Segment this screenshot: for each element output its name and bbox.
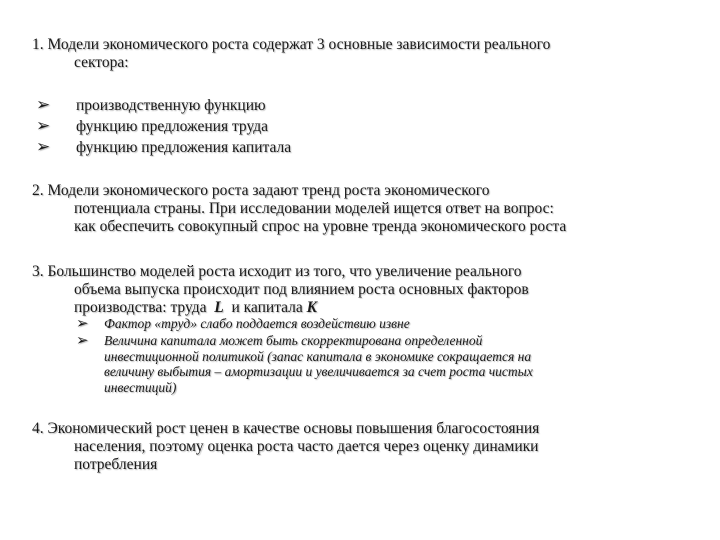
paragraph-text-line: потребления bbox=[74, 456, 158, 473]
arrowhead-bullet-icon: ➢ bbox=[36, 137, 51, 157]
paragraph-text-line: Экономический рост ценен в качестве основы повышения благосостояния bbox=[47, 420, 540, 437]
list-item-label-line: Величина капитала может быть скорректирована определенной bbox=[104, 333, 483, 348]
paragraph-4 bbox=[32, 420, 692, 474]
paragraph-text-line: как обеспечить совокупный спрос на уровне тренда экономического роста bbox=[74, 218, 567, 235]
list-item-label: функцию предложения капитала bbox=[76, 139, 292, 156]
list-item-label: Фактор «труд» слабо поддается воздействию извне bbox=[104, 316, 410, 331]
arrowhead-bullet-icon: ➢ bbox=[76, 331, 89, 349]
paragraph-text-line: Модели экономического роста содержат 3 основные зависимости реального bbox=[47, 36, 551, 53]
paragraph-number: 1. bbox=[32, 36, 44, 53]
list-item-label-line: инвестиционной политикой (запас капитала в экономике сокращается на bbox=[104, 348, 532, 364]
arrowhead-bullet-icon: ➢ bbox=[36, 95, 51, 115]
list-item bbox=[36, 116, 676, 137]
paragraph-3-bullet-list bbox=[76, 316, 676, 395]
paragraph-text-line: населения, поэтому оценка роста часто дается через оценку динамики bbox=[74, 438, 539, 455]
paragraph-text-line: Большинство моделей роста исходит из того, что увеличение реального bbox=[47, 263, 522, 280]
list-item-label: функцию предложения труда bbox=[76, 118, 269, 135]
variable-l: L bbox=[214, 299, 224, 316]
list-item-label: производственную функцию bbox=[76, 97, 266, 114]
paragraph-text-line: сектора: bbox=[74, 54, 129, 71]
paragraph-text-line: объема выпуска происходит под влиянием роста основных факторов bbox=[74, 281, 529, 298]
paragraph-text-segment: и капитала bbox=[231, 299, 303, 316]
paragraph-number: 3. bbox=[32, 263, 44, 280]
paragraph-number: 2. bbox=[32, 182, 44, 199]
arrowhead-bullet-icon: ➢ bbox=[76, 314, 89, 332]
paragraph-text-line: потенциала страны. При исследовании моделей ищется ответ на вопрос: bbox=[74, 200, 554, 217]
paragraph-text-line bbox=[32, 299, 692, 317]
list-item-label-line: величину выбытия – амортизации и увеличивается за счет роста чистых bbox=[104, 364, 533, 379]
list-item bbox=[76, 316, 676, 333]
paragraph-text-line: Модели экономического роста задают тренд роста экономического bbox=[47, 182, 490, 199]
paragraph-2 bbox=[32, 182, 692, 236]
arrowhead-bullet-icon: ➢ bbox=[36, 116, 51, 136]
paragraph-3 bbox=[32, 263, 692, 317]
variable-k: K bbox=[306, 299, 318, 316]
list-item bbox=[36, 95, 676, 116]
list-item bbox=[76, 333, 676, 395]
list-item-label-line: инвестиций) bbox=[104, 379, 177, 395]
paragraph-number: 4. bbox=[32, 420, 44, 437]
paragraph-text-segment: производства: труда bbox=[74, 299, 207, 316]
list-item bbox=[36, 137, 676, 158]
paragraph-1 bbox=[32, 36, 692, 72]
paragraph-1-bullet-list bbox=[36, 95, 676, 158]
